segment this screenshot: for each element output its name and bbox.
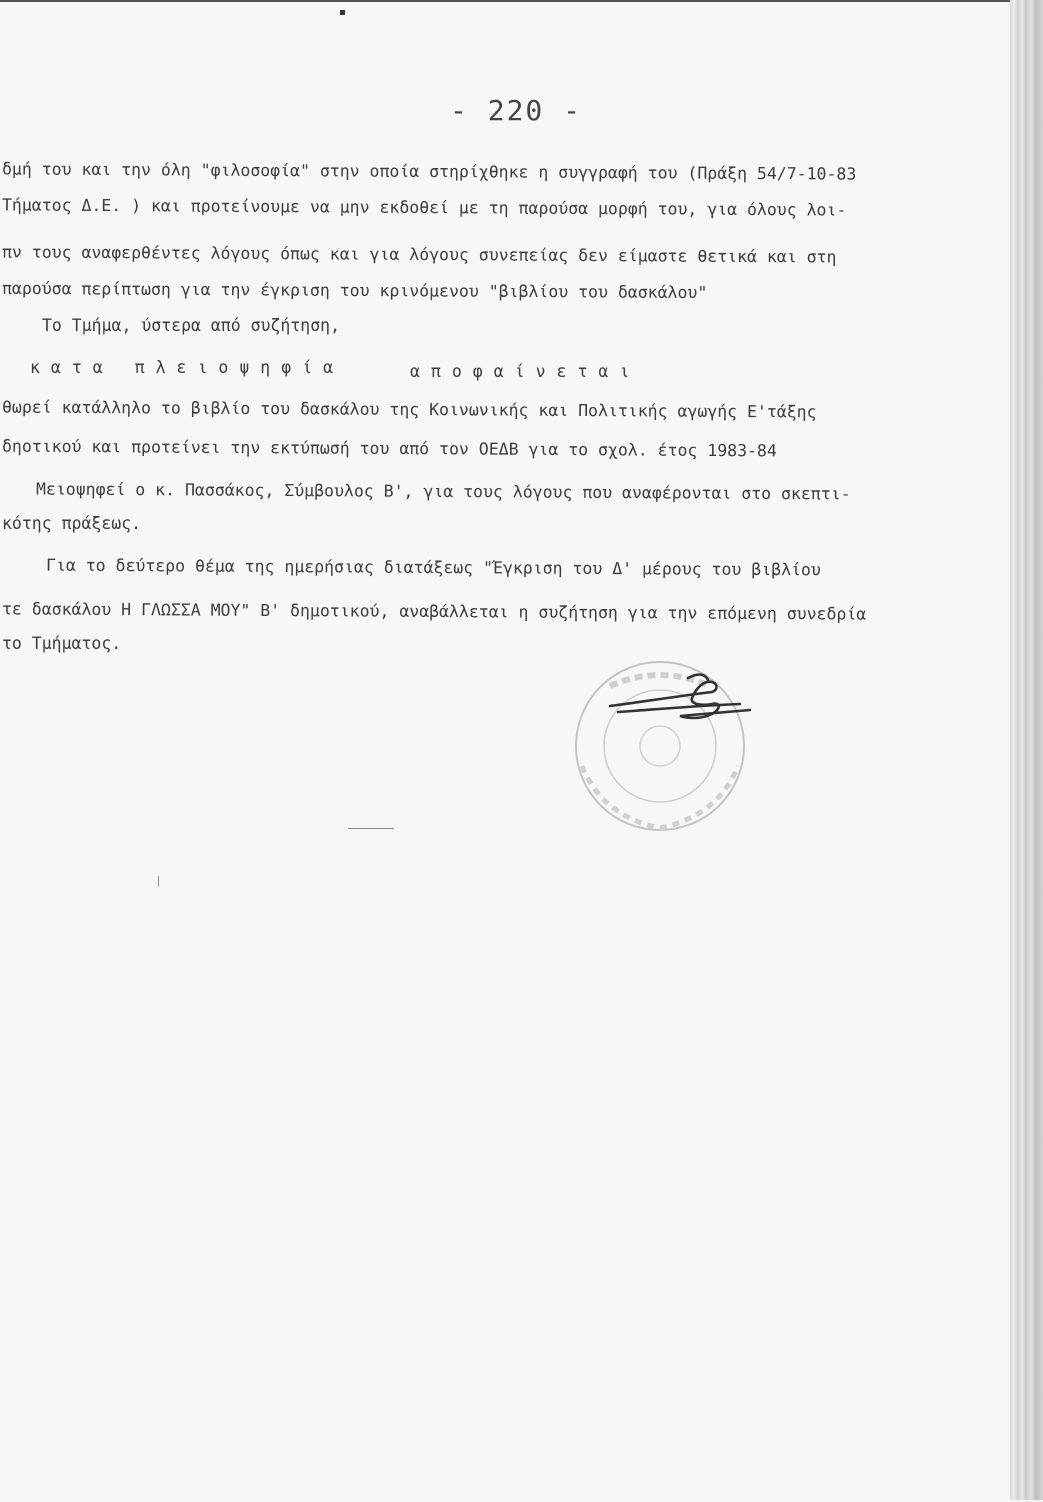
text-line-12: Για το δεύτερο θέμα της ημερήσιας διατάξεως "Έγκριση του Δ' μέρους του βιβλίου <box>45 555 821 580</box>
text-line-6: κατα πλειοψηφία <box>30 358 345 377</box>
text-line-14: το Τμήματος. <box>2 634 122 653</box>
book-page-edges <box>1010 0 1043 1500</box>
text-line-9: δηοτικού και προτείνει την εκτύπωσή του από τον ΟΕΔΒ για το σχολ. έτος 1983-84 <box>1 436 777 461</box>
text-line-2: Τήματος Δ.Ε. ) και προτείνουμε να μην εκδοθεί με τη παρούσα μορφή του, για όλους λοι- <box>1 195 847 220</box>
short-rule <box>348 828 394 829</box>
text-line-7: αποφαίνεται <box>410 362 641 381</box>
text-line-8: θωρεί κατάλληλο το βιβλίο του δασκάλου της Κοινωνικής και Πολιτικής αγωγής Ε'τάξης <box>1 397 817 422</box>
text-line-1: δμή του και την όλη "φιλοσοφία" στην οποία στηρίχθηκε η συγγραφή του (Πράξη 54/7-10-83 <box>1 159 857 184</box>
text-line-4: παρούσα περίπτωση για την έγκριση του κρινόμενου "βιβλίου του δασκάλου" <box>1 278 708 303</box>
ink-dot <box>340 10 345 15</box>
text-line-5: Το Τμήμα, ύστερα από συζήτηση, <box>42 316 341 335</box>
text-line-10: Μειοψηφεί ο κ. Πασσάκος, Σύμβουλος Β', για τους λόγους που αναφέρονται στο σκεπτι- <box>35 479 851 504</box>
signature <box>600 666 760 730</box>
text-line-13: τε δασκάλου Η ΓΛΩΣΣΑ ΜΟΥ" Β' δημοτικού, αναβάλλεται η συζήτηση για την επόμενη συνεδρία <box>1 599 867 624</box>
page-number: - 220 - <box>450 94 583 127</box>
text-line-3: πν τους αναφερθέντες λόγους όπως και για λόγους συνεπείας δεν είμαστε θετικά και στη <box>1 242 837 267</box>
ink-mark <box>158 876 159 886</box>
text-line-11: κότης πράξεως. <box>2 514 142 533</box>
